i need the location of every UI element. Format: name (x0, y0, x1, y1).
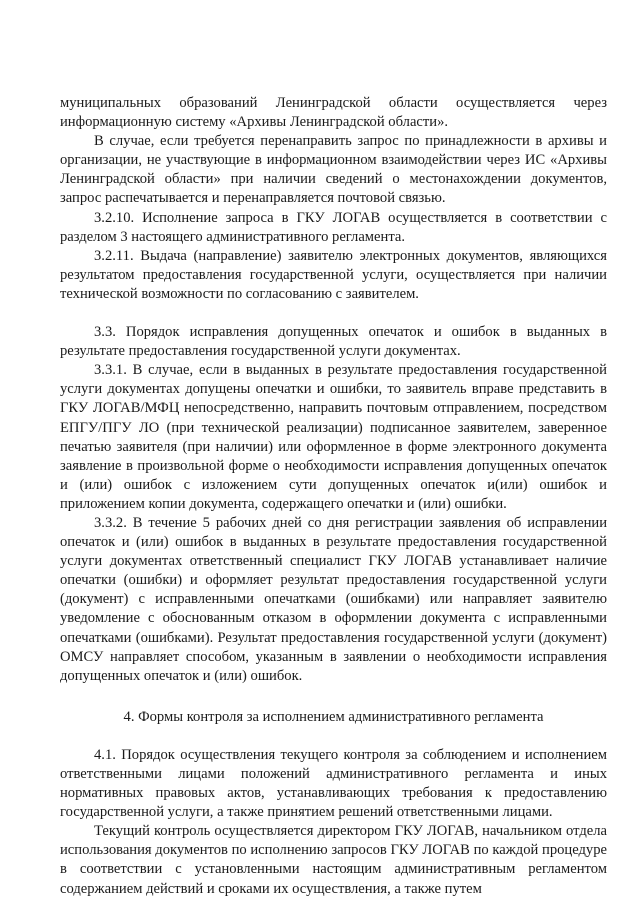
paragraph-3-2-11: 3.2.11. Выдача (направление) заявителю электронных документов, являющихся результатом предоставления государственной услуги, осуществляется при наличии технической возможности по согласованию с заявителем. (60, 247, 607, 302)
paragraph-4-1: 4.1. Порядок осуществления текущего контроля за соблюдением и исполнением ответственными лицами положений административного регламента и иных нормативных правовых актов, устанавливающих требования к предоставлению государственной услуги, а также принятием решений ответственными лицами. (60, 746, 607, 821)
paragraph-redirect-request: В случае, если требуется перенаправить запрос по принадлежности в архивы и организации, не участвующие в информационном взаимодействии через ИС «Архивы Ленинградской области» при наличии сведений о местонахождении документов, запрос распечатывается и перенаправляется почтовой связью. (60, 133, 607, 207)
paragraph-current-control: Текущий контроль осуществляется директором ГКУ ЛОГАВ, начальником отдела использования документов по исполнению запросов ГКУ ЛОГАВ по каждой процедуре в соответствии с установленными настоящим административным регламентом содержанием действий и сроками их осуществления, а также путем (60, 823, 607, 897)
paragraph-3-3-1: 3.3.1. В случае, если в выданных в результате предоставления государственной услуги документах допущены опечатки и ошибки, то заявитель вправе представить в ГКУ ЛОГАВ/МФЦ непосредственно, направить почтовым отправлением, посредством ЕПГУ/ПГУ ЛО (при технической реализации) подписанное заявителем, заверенное печатью заявителя (при наличии) или оформленное в форме электронного документа заявление в произвольной форме о необходимости исправления допущенных опечаток и (или) ошибок с изложением сути допущенных опечаток и(или) ошибок и приложением копии документа, содержащего опечатки и (или) ошибки. (60, 362, 607, 512)
paragraph-3-3: 3.3. Порядок исправления допущенных опечаток и ошибок в выданных в результате предоставления государственной услуги документах. (60, 324, 607, 360)
paragraph-3-3-2: 3.3.2. В течение 5 рабочих дней со дня регистрации заявления об исправлении опечаток и (или) ошибок в выданных в результате предоставления государственной услуги документах ответственный специалист ГКУ ЛОГАВ устанавливает наличие опечатки (ошибки) и оформляет результат предоставления государственной услуги (документ) с исправленными опечатками (ошибками) или направляет заявителю уведомление с обоснованным отказом в оформлении документа с исправленными опечатками (ошибками). Результат предоставления государственной услуги (документ) ОМСУ направляет способом, указанным в заявлении о необходимости исправления допущенных опечаток и (или) ошибок. (60, 514, 607, 684)
paragraph-3-2-10: 3.2.10. Исполнение запроса в ГКУ ЛОГАВ осуществляется в соответствии с разделом 3 настоящего административного регламента. (60, 209, 607, 245)
section-heading-4: 4. Формы контроля за исполнением административного регламента (123, 708, 544, 725)
paragraph-continuation: муниципальных образований Ленинградской области осуществляется через информационную систему «Архивы Ленинградской области». (60, 95, 607, 131)
